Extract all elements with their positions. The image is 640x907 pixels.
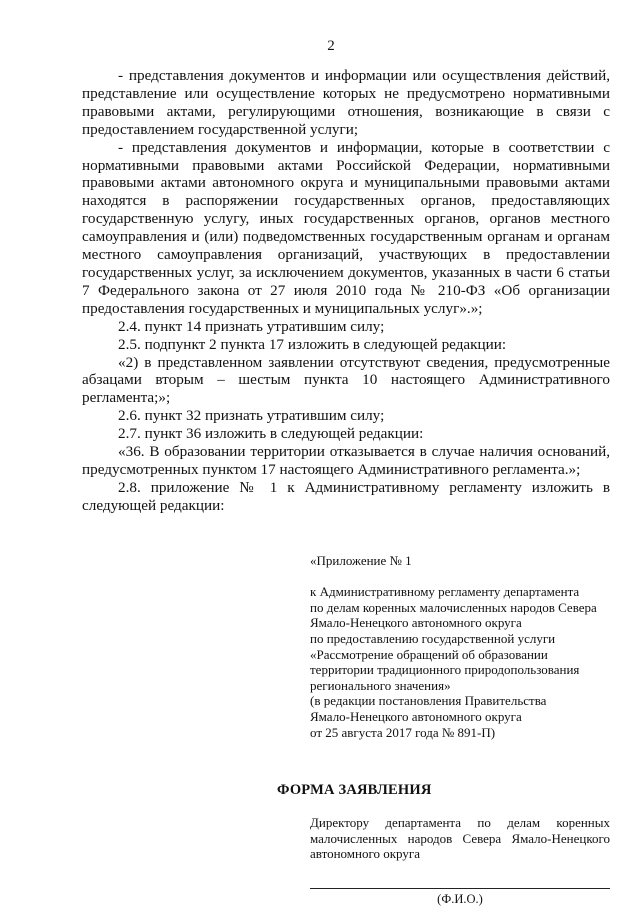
appendix-line: Ямало-Ненецкого автономного округа xyxy=(310,615,522,631)
appendix-line: по предоставлению государственной услуги xyxy=(310,631,556,647)
appendix-block xyxy=(310,553,600,741)
appendix-line: по делам коренных малочисленных народов Севера xyxy=(310,599,597,615)
paragraph-6: 2.6. пункт 32 признать утратившим силу; xyxy=(118,407,385,425)
paragraph-7: 2.7. пункт 36 изложить в следующей редакции: xyxy=(118,425,424,443)
form-title: ФОРМА ЗАЯВЛЕНИЯ xyxy=(277,782,432,799)
paragraph-1: - представления документов и информации или осуществления действий, представление или осуществление которых не предусмотрено нормативными правовыми актами, регулирующими отношения, возникающие в связи с предоставлением государственной услуги; xyxy=(82,67,610,138)
paragraph-4: 2.5. подпункт 2 пункта 17 изложить в следующей редакции: xyxy=(118,335,507,353)
appendix-gap xyxy=(310,568,600,584)
paragraph-3: 2.4. пункт 14 признать утратившим силу; xyxy=(118,317,385,335)
appendix-line: от 25 августа 2017 года № 891-П) xyxy=(310,724,496,740)
appendix-line: территории традиционного природопользования xyxy=(310,662,580,678)
paragraph-5: «2) в представленном заявлении отсутствуют сведения, предусмотренные абзацами вторым – шестым пункта 10 настоящего Административного регламента;»; xyxy=(82,353,610,407)
appendix-line: «Рассмотрение обращений об образовании xyxy=(310,646,548,662)
name-underline xyxy=(310,888,610,889)
appendix-line: (в редакции постановления Правительства xyxy=(310,693,547,709)
page-number: 2 xyxy=(327,38,335,54)
paragraph-9: 2.8. приложение № 1 к Административному регламенту изложить в следующей редакции: xyxy=(82,478,610,514)
appendix-line: Ямало-Ненецкого автономного округа xyxy=(310,709,522,724)
appendix-title: «Приложение № 1 xyxy=(310,552,412,568)
fio-caption: (Ф.И.О.) xyxy=(437,891,483,906)
appendix-line: к Административному регламенту департамента xyxy=(310,584,580,600)
paragraph-2: - представления документов и информации, которые в соответствии с нормативными правовыми актами Российской Федерации, нормативными правовыми актами автономного округа и муниципальными правовыми актами находятся в распоряжении государственных органов, предоставляющих государственную услугу, иных государственных органов, органов местного самоуправления и (или) подведомственных государственным органам и органам местного самоуправления организаций, участвующих в предоставлении государственных услуг, за исключением документов, указанных в части 6 статьи 7 Федерального закона от 27 июля 2010 года № 210-ФЗ «Об организации предоставления государственных и муниципальных услуг».»; xyxy=(82,138,610,317)
paragraph-8: «36. В образовании территории отказывается в случае наличия оснований, предусмотренных пунктом 17 настоящего Административного регламента.»; xyxy=(82,443,610,478)
addressee-text: Директору департамента по делам коренных малочисленных народов Севера Ямало-Ненецкого автономного округа xyxy=(310,815,610,862)
appendix-line: регионального значения» xyxy=(310,677,451,693)
body-text xyxy=(82,67,610,515)
